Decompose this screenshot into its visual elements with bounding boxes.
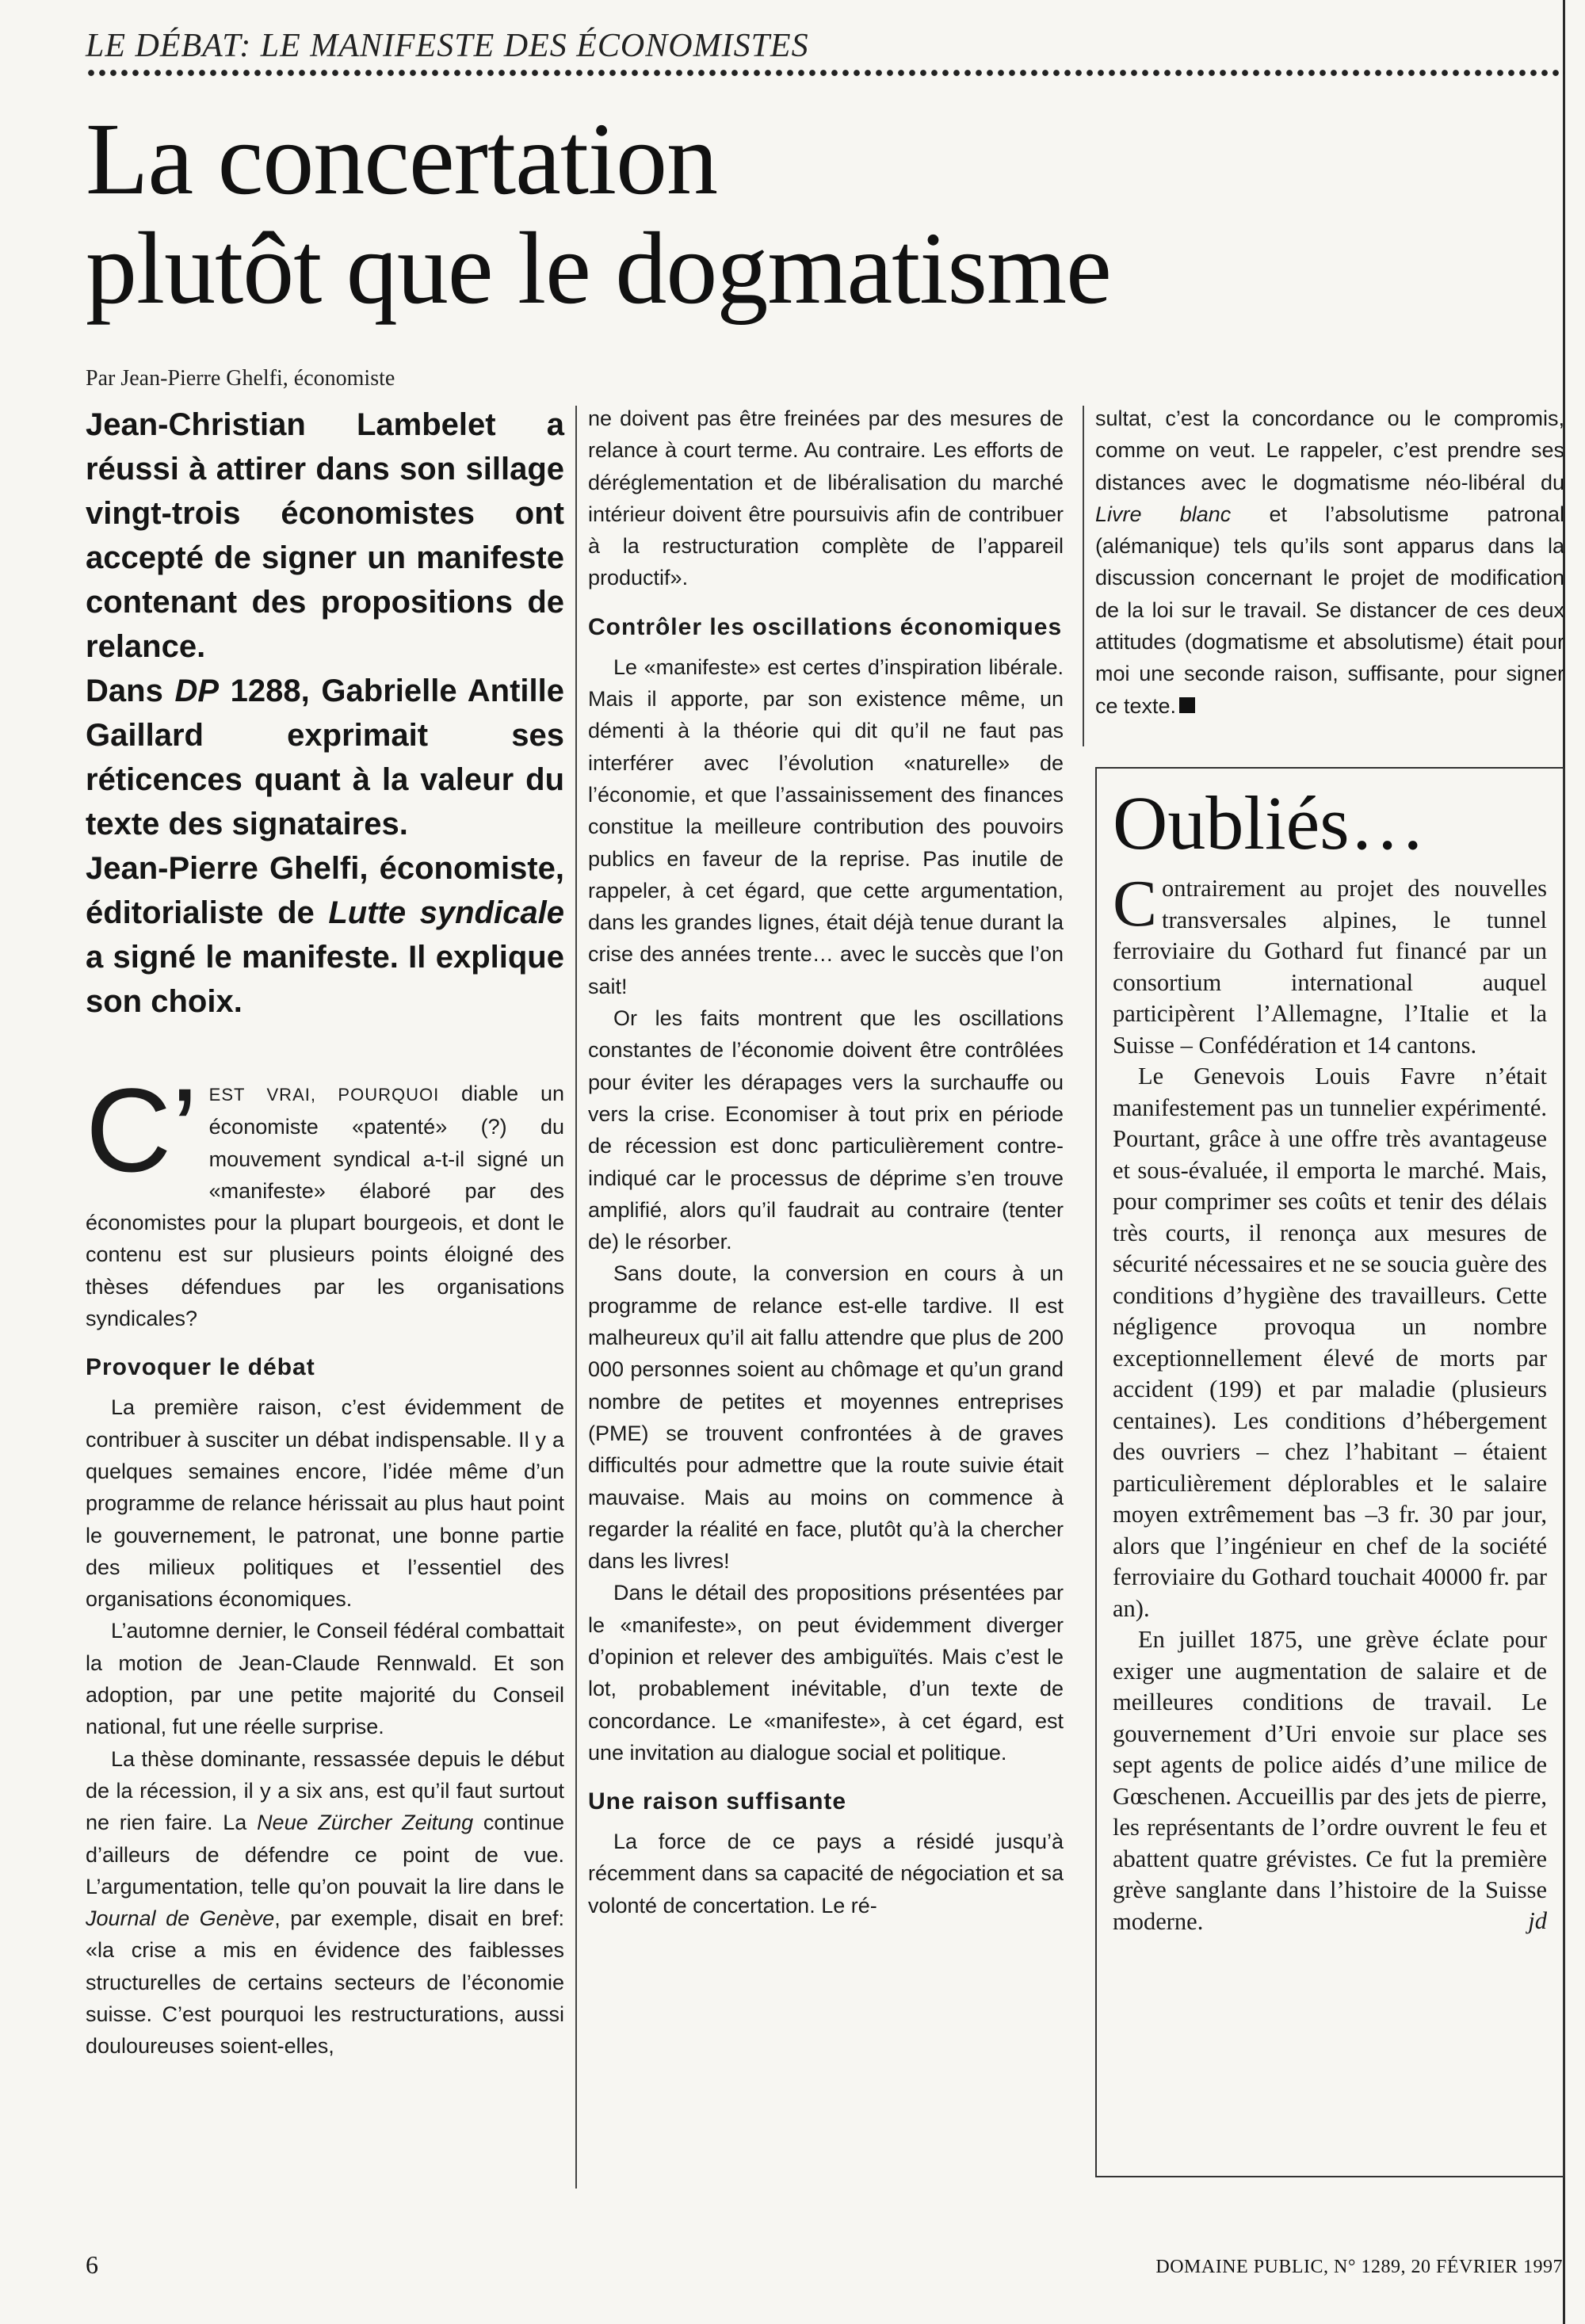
lede-paragraph: Jean-Christian Lambelet a réussi à attirer dans son sillage vingt-trois économistes ont accepté de signer un manifeste contenant des propositions de relance. <box>86 407 564 664</box>
dotted-rule <box>86 70 1564 76</box>
paragraph: La force de ce pays a résidé jusqu’à récemment dans sa capacité de négociation et sa volonté de concertation. Le ré- <box>588 1830 1064 1918</box>
end-mark-icon <box>1179 697 1195 713</box>
paragraph: sultat, c’est la concordance ou le compromis, comme on veut. Le rappeler, c’est prendre ses distances avec le dogmatisme néo-libéral du Livre blanc et l’absolutisme patronal (alémanique) tels qu’ils sont apparus dans la discussion concernant le projet de modification de la loi sur le travail. Se distancer de ces deux attitudes (dogmatisme et absolutisme) était pour moi une seconde raison, suffisante, pour signer ce texte. <box>1095 406 1564 718</box>
sidebar-body <box>1113 867 1547 1937</box>
column-3 <box>1095 403 1564 722</box>
column-separator <box>575 406 577 2189</box>
column-2 <box>588 403 1064 1921</box>
subheading-controler: Contrôler les oscillations économiques <box>588 613 1063 640</box>
byline: Par Jean-Pierre Ghelfi, économiste <box>86 366 395 391</box>
column-1 <box>86 403 564 2063</box>
paragraph: ne doivent pas être freinées par des mesures de relance à court terme. Au contraire. Les efforts de déréglementation et de libéralisation du marché intérieur doivent être poursuivis afin de contribuer à la restructuration complète de l’appareil productif». <box>588 406 1064 590</box>
paragraph: La première raison, c’est évidemment de contribuer à susciter un débat indispensable. Il y a quelques semaines encore, l’idée même d’un programme de relance hérissait au plus haut point le gouvernement, le patronat, une bonne partie des milieux politiques et l’essentiel des organisations économiques. <box>86 1395 564 1612</box>
paragraph: La thèse dominante, ressassée depuis le début de la récession, il y a six ans, est qu’il faut surtout ne rien faire. La Neue Zürcher Zeitung continue d’ailleurs de défendre ce point de vue. L’argumentation, telle qu’on pouvait la lire dans le Journal de Genève, par exemple, disait en bref: «la crise a mis en évidence des faiblesses structurelles de certains secteurs de l’économie suisse. C’est pourquoi les restructurations, aussi douloureuses soient-elles, <box>86 1746 564 2059</box>
publication-footer: DOMAINE PUBLIC, N° 1289, 20 FÉVRIER 1997 <box>1155 2257 1563 2277</box>
headline <box>86 102 1512 326</box>
section-label: LE DÉBAT: LE MANIFESTE DES ÉCONOMISTES <box>86 28 809 64</box>
sidebar-paragraph: En juillet 1875, une grève éclate pour exiger une augmentation de salaire et de meilleures conditions de travail. Le gouvernement d’Uri envoie sur place ses sept agents de police aidés d’une milice de Gœschenen. Accueillis par des jets de pierre, les représentants de l’ordre ouvrent le feu et abattent quatre grévistes. Ce fut la première grève sanglante dans l’histoire de la Suisse moderne. <box>1113 1626 1547 1935</box>
subheading-provoquer: Provoquer le débat <box>86 1354 315 1381</box>
headline-line-1: La concertation <box>86 102 718 216</box>
intro-paragraph: C’ EST VRAI, POURQUOI diable un économiste «patenté» (?) du mouvement syndical a-t-il signé un «manifeste» élaboré par des économistes pour la plupart bourgeois, et dont le contenu est sur plusieurs points éloigné des thèses défendues par les organisations syndicales? <box>86 1063 564 1331</box>
lede <box>86 403 564 1024</box>
paragraph: Dans le détail des propositions présentées par le «manifeste», on peut évidemment diverger d’opinion et relever des ambiguïtés. Mais c’est le lot, probablement inévitable, d’un texte de concordance. Le «manifeste», à cet égard, est une invitation au dialogue social et politique. <box>588 1581 1064 1765</box>
paragraph: Sans doute, la conversion en cours à un programme de relance est-elle tardive. Il est malheureux qu’il ait fallu attendre que plus de 200 000 personnes soient au chômage et qu’un grand nombre de petites et moyennes entreprises (PME) se trouvent confrontées à de graves difficultés pour admettre que la route suivie était mauvaise. Mais au moins on commence à regarder la réalité en face, plutôt qu’à la chercher dans les livres! <box>588 1261 1064 1574</box>
paragraph: Or les faits montrent que les oscillations constantes de l’économie doivent être contrôlées pour éviter les dérapages vers la surchauffe ou vers la crise. Economiser à tout prix en période de récession est donc particulièrement contre-indiqué car le processus de déprime s’en trouve amplifié, alors qu’il faudrait au contraire (tenter de) le résorber. <box>588 1006 1064 1254</box>
paragraph: L’automne dernier, le Conseil fédéral combattait la motion de Jean-Claude Rennwald. Et son adoption, par une petite majorité du Conseil national, fut une réelle surprise. <box>86 1619 564 1739</box>
lede-paragraph: Jean-Pierre Ghelfi, économiste, éditorialiste de Lutte syndicale a signé le manifeste. Il explique son choix. <box>86 851 564 1019</box>
page-number: 6 <box>86 2250 98 2279</box>
subheading-raison: Une raison suffisante <box>588 1788 847 1815</box>
headline-line-2: plutôt que le dogmatisme <box>86 212 1111 326</box>
sidebar-drop-cap: C <box>1113 867 1158 941</box>
sidebar-box <box>1095 767 1564 2177</box>
column-separator <box>1083 406 1084 746</box>
sidebar-signature: jd <box>1528 1907 1547 1934</box>
sidebar-paragraph: Le Genevois Louis Favre n’était manifestement pas un tunnelier expérimenté. Pourtant, grâce à une offre très avantageuse et sous-évaluée, il emporta le marché. Mais, pour comprimer ses coûts et tenir des délais très courts, il renonça aux mesures de sécurité nécessaires et ne se soucia guère des conditions d’hygiène des travailleurs. Cette négligence provoqua un nombre exceptionnellement élevé de morts par accident (199) et par maladie (plusieurs centaines). Les conditions d’hébergement des ouvriers – chez l’habitant – étaient particulièrement déplorables et le salaire moyen extrêmement bas –3 fr. 30 par jour, alors que l’ingénieur en chef de la société ferroviaire du Gothard touchait 40000 fr. par an). <box>1113 1063 1547 1622</box>
drop-cap: C’ <box>86 1063 198 1196</box>
lede-paragraph: Dans DP 1288, Gabrielle Antille Gaillard exprimait ses réticences quant à la valeur du texte des signataires. <box>86 674 564 841</box>
sidebar-title: Oubliés… <box>1113 780 1426 865</box>
sidebar-paragraph: Contrairement au projet des nouvelles transversales alpines, le tunnel ferroviaire du Gothard fut financé par un consortium international auquel participèrent l’Allemagne, l’Italie et la Suisse – Confédération et 14 cantons. <box>1113 867 1547 1059</box>
paragraph: Le «manifeste» est certes d’inspiration libérale. Mais il apporte, par son existence même, un démenti à la théorie qui dit qu’il ne faut pas interférer avec l’évolution «naturelle» de l’économie, et que l’assainissement des finances constitue la meilleure contribution des pouvoirs publics en faveur de la reprise. Pas inutile de rappeler, à cet égard, que cette argumentation, dans les grandes lignes, était déjà tenue durant la crise des années trente… avec le succès que l’on sait! <box>588 654 1064 998</box>
article-body-col1 <box>86 1063 564 2063</box>
